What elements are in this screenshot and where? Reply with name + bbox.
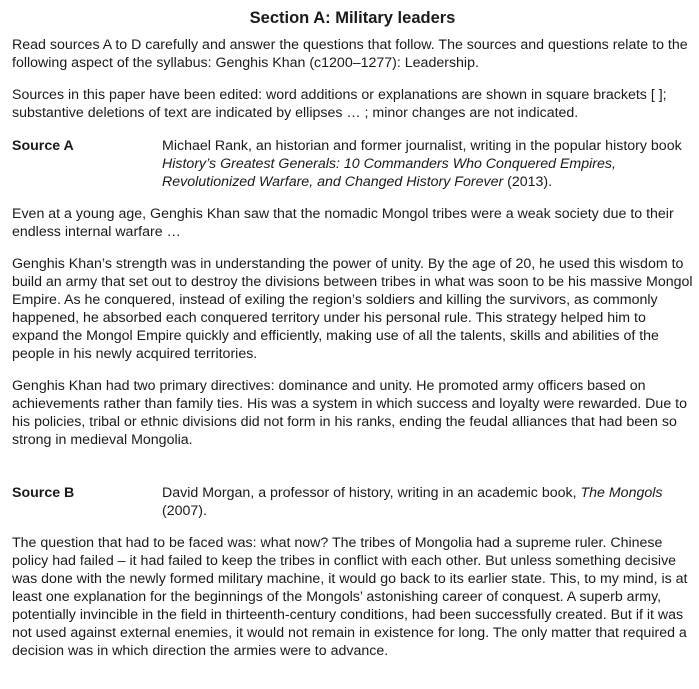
source-a-paragraph: Genghis Khan had two primary directives: dominance and unity. He promoted army officers based on achievements rather than family ties. His was a system in which success and loyalty were rewarded. Due to his policies, tribal or ethnic divisions did not form in his ranks, ending the feudal alliances that had been so strong in medieval Mongolia. xyxy=(12,378,687,448)
source-a-label: Source A xyxy=(12,138,74,154)
source-a-attribution xyxy=(162,137,693,191)
source-b-attribution-date: (2007). xyxy=(162,503,207,519)
source-b-book-title: The Mongols xyxy=(580,485,663,501)
source-b-attribution-text: David Morgan, a professor of history, writing in an academic book, xyxy=(162,485,581,501)
source-a-attribution-date: (2013). xyxy=(503,174,553,190)
source-a-paragraph: Genghis Khan’s strength was in understanding the power of unity. By the age of 20, he used this wisdom to build an army that set out to destroy the divisions between tribes in what was soon to be his massive Mongol Empire. As he conquered, instead of exiling the region’s soldiers and killing the survivors, as commonly happened, he absorbed each conquered territory under his personal rule. This strategy helped him to expand the Mongol Empire quickly and efficiently, making use of all the talents, skills and abilities of the people in his newly acquired territories. xyxy=(12,256,693,362)
source-b-paragraph: The question that had to be faced was: what now? The tribes of Mongolia had a supreme ruler. Chinese policy had failed – it had failed to keep the tribes in conflict with each other. But unless something decisive was done with the newly formed military machine, it would go back to its earlier state. This, to my mind, is at least one explanation for the beginnings of the Mongols’ astonishing career of conquest. A superb army, potentially invincible in the field in thirteenth-century conditions, had been successfully created. But if it was not used against external enemies, it would not remain in existence for long. The only matter that required a decision was in which direction the armies were to advance. xyxy=(12,535,688,659)
source-b-attribution xyxy=(162,484,693,520)
instructions-paragraph: Read sources A to D carefully and answer the questions that follow. The sources and questions relate to the following aspect of the syllabus: Genghis Khan (c1200–1277): Leadership. xyxy=(12,37,688,71)
source-b-header xyxy=(12,484,693,520)
source-b-label: Source B xyxy=(12,485,75,501)
source-a-paragraph: Even at a young age, Genghis Khan saw that the nomadic Mongol tribes were a weak society due to their endless internal warfare … xyxy=(12,206,674,240)
section-title: Section A: Military leaders xyxy=(249,9,456,27)
editing-note-paragraph: Sources in this paper have been edited: word additions or explanations are shown in square brackets [ ]; substantive deletions of text are indicated by ellipses … ; minor changes are not indicated. xyxy=(12,87,667,121)
source-a-attribution-text: Michael Rank, an historian and former journalist, writing in the popular history book xyxy=(162,138,682,154)
source-a-header xyxy=(12,137,693,191)
source-a-book-title: History’s Greatest Generals: 10 Commanders Who Conquered Empires, Revolutionized Warfare, and Changed History Forever xyxy=(162,156,616,190)
